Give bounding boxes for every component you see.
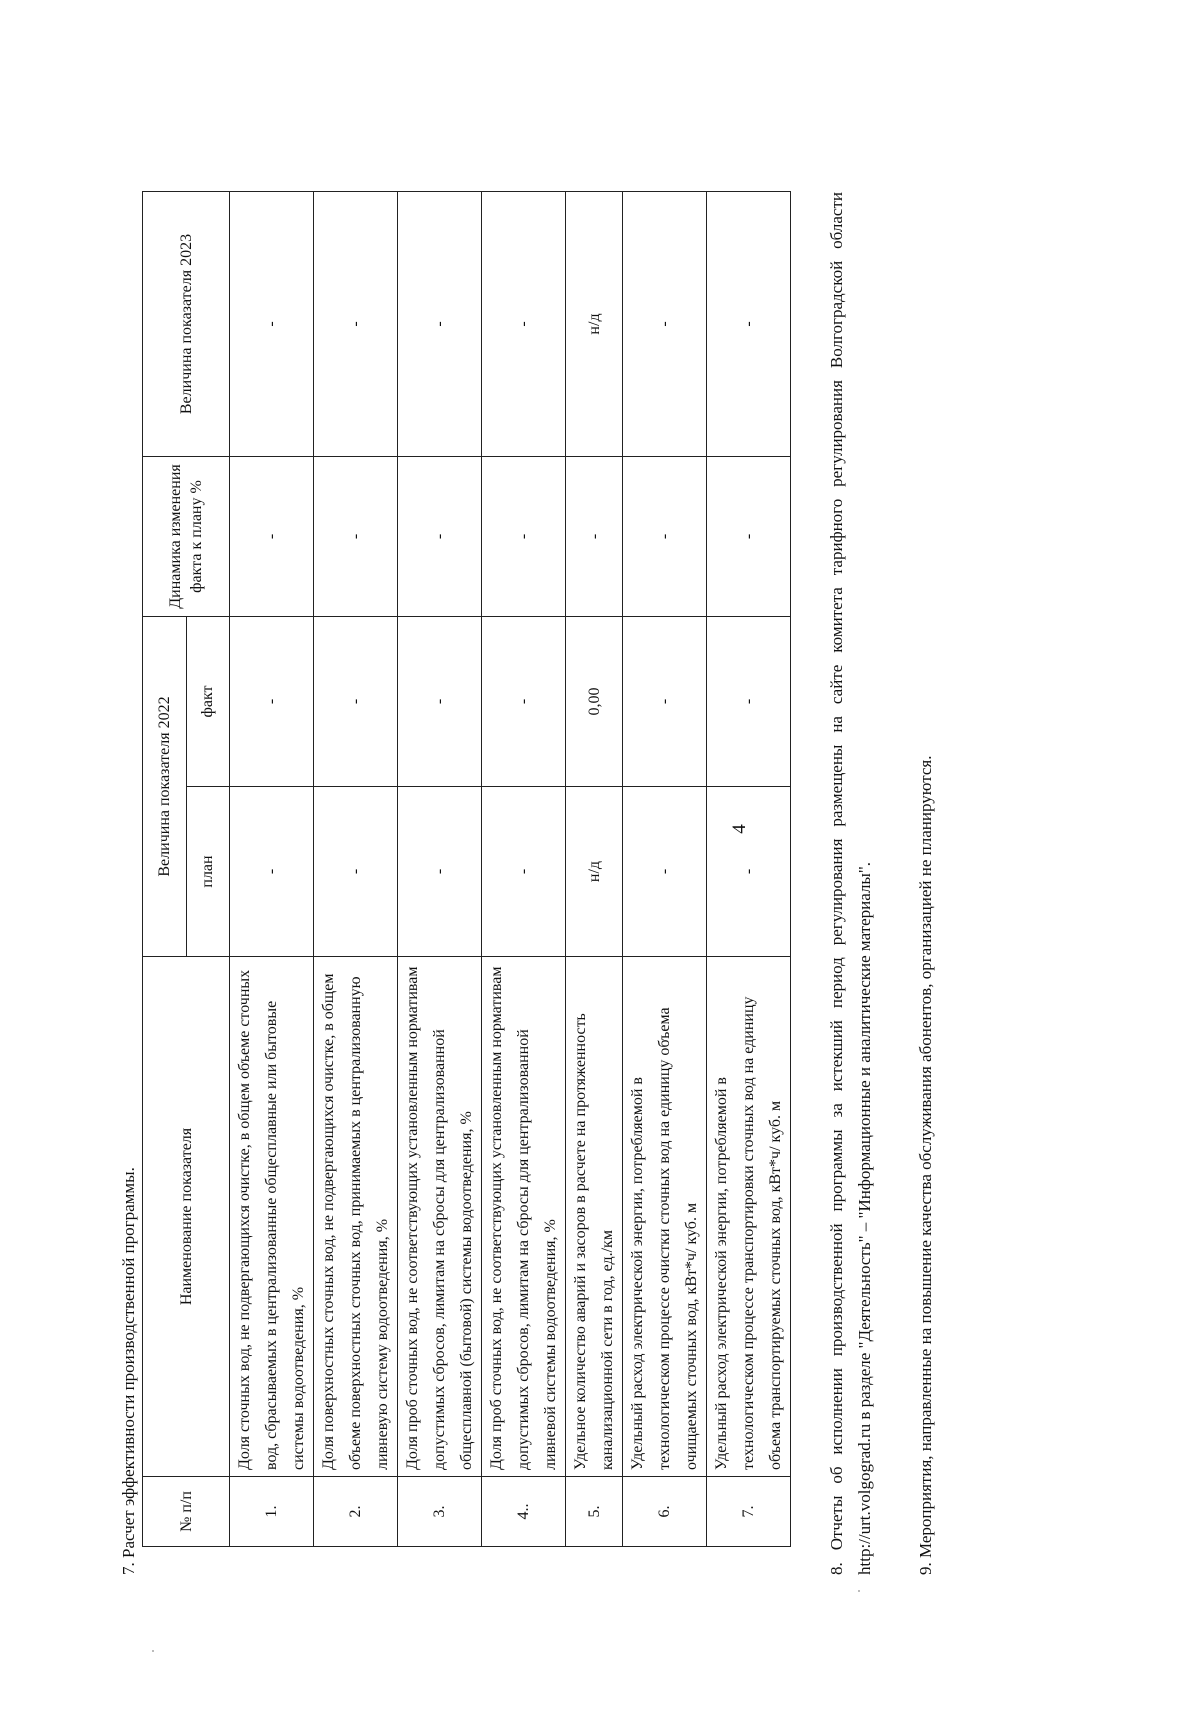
plan-value: - — [623, 787, 707, 957]
indicator-name: Удельное количество аварий и засоров в расчете на протяженность канализационной сети в год, ед./км — [566, 957, 623, 1477]
table-row — [230, 191, 314, 1546]
plan-value: н/д — [566, 787, 623, 957]
scan-speck — [152, 1650, 154, 1652]
dynamics-value: - — [623, 456, 707, 616]
value-2023: - — [398, 191, 482, 456]
header-plan: план — [186, 787, 230, 957]
fact-value: - — [230, 616, 314, 786]
page-number: 4 — [729, 824, 750, 834]
indicator-name: Удельный расход электрической энергии, потребляемой в технологическом процессе очистки сточных вод на единицу объема очищаемых сточных вод, кВт*ч/ куб. м — [623, 957, 707, 1477]
fact-value: - — [398, 616, 482, 786]
row-number: 2. — [314, 1477, 398, 1547]
table-row — [314, 191, 398, 1546]
header-value-2023: Величина показателя 2023 — [143, 191, 230, 456]
indicator-name: Доля проб сточных вод, не соответствующих установленным нормативам допустимых сбросов, лимитам на сбросы для централизованной ливневой системы водоотведения, % — [482, 957, 566, 1477]
plan-value: - — [482, 787, 566, 957]
row-number: 4.. — [482, 1477, 566, 1547]
indicator-name: Доля проб сточных вод, не соответствующих установленным нормативам допустимых сбросов, лимитам на сбросы для централизованной общесплавной (бытовой) системы водоотведения, % — [398, 957, 482, 1477]
plan-value: - — [230, 787, 314, 957]
value-2023: - — [314, 191, 398, 456]
plan-value: - — [707, 787, 791, 957]
indicator-name: Удельный расход электрической энергии, потребляемой в технологическом процессе транспортировки сточных вод на единицу объема транспортируемых сточных вод, кВт*ч/ куб. м — [707, 957, 791, 1477]
header-name: Наименование показателя — [143, 957, 230, 1477]
row-number: 5. — [566, 1477, 623, 1547]
fact-value: - — [314, 616, 398, 786]
dynamics-value: - — [230, 456, 314, 616]
fact-value: - — [482, 616, 566, 786]
plan-value: - — [398, 787, 482, 957]
value-2023: - — [482, 191, 566, 456]
table-row — [623, 191, 707, 1546]
note-8-reports: 8. Отчеты об исполнении производственной программы за истекший период регулирования размещены на сайте комитета тарифного регулирования Волгоградской области http://urt.volgograd.ru в разделе "Деятельность" – "Информационные и аналитические материалы". — [827, 192, 874, 1575]
row-number: 6. — [623, 1477, 707, 1547]
page-content — [118, 135, 948, 1575]
table-row — [482, 191, 566, 1546]
table-row — [398, 191, 482, 1546]
indicator-name: Доля поверхностных сточных вод, не подвергающихся очистке, в общем объеме поверхностных сточных вод, принимаемых в централизованную ливневую систему водоотведения, % — [314, 957, 398, 1477]
scan-speck — [858, 1590, 860, 1592]
table-header-row — [143, 191, 187, 1546]
table-row — [707, 191, 791, 1546]
dynamics-value: - — [707, 456, 791, 616]
table-row — [566, 191, 623, 1546]
indicator-name: Доля сточных вод, не подвергающихся очистке, в общем объеме сточных вод, сбрасываемых в централизованные общесплавные или бытовые системы водоотведения, % — [230, 957, 314, 1477]
rotated-landscape-page — [118, 135, 948, 1575]
value-2023: - — [230, 191, 314, 456]
value-2023: н/д — [566, 191, 623, 456]
fact-value: - — [623, 616, 707, 786]
value-2023: - — [707, 191, 791, 456]
dynamics-value: - — [482, 456, 566, 616]
row-number: 7. — [707, 1477, 791, 1547]
value-2023: - — [623, 191, 707, 456]
note-9-activities: 9. Мероприятия, направленные на повышение качества обслуживания абонентов, организацией не планируются. — [916, 755, 935, 1575]
section-title: 7. Расчет эффективности производственной программы. — [119, 1167, 138, 1575]
header-number: № п/п — [143, 1477, 230, 1547]
header-dynamics: Динамика изменения факта к плану % — [143, 456, 230, 616]
fact-value: 0,00 — [566, 616, 623, 786]
dynamics-value: - — [398, 456, 482, 616]
dynamics-value: - — [566, 456, 623, 616]
row-number: 3. — [398, 1477, 482, 1547]
header-value-2022: Величина показателя 2022 — [143, 616, 187, 956]
row-number: 1. — [230, 1477, 314, 1547]
fact-value: - — [707, 616, 791, 786]
dynamics-value: - — [314, 456, 398, 616]
efficiency-table — [142, 191, 791, 1547]
plan-value: - — [314, 787, 398, 957]
header-fact: факт — [186, 616, 230, 786]
